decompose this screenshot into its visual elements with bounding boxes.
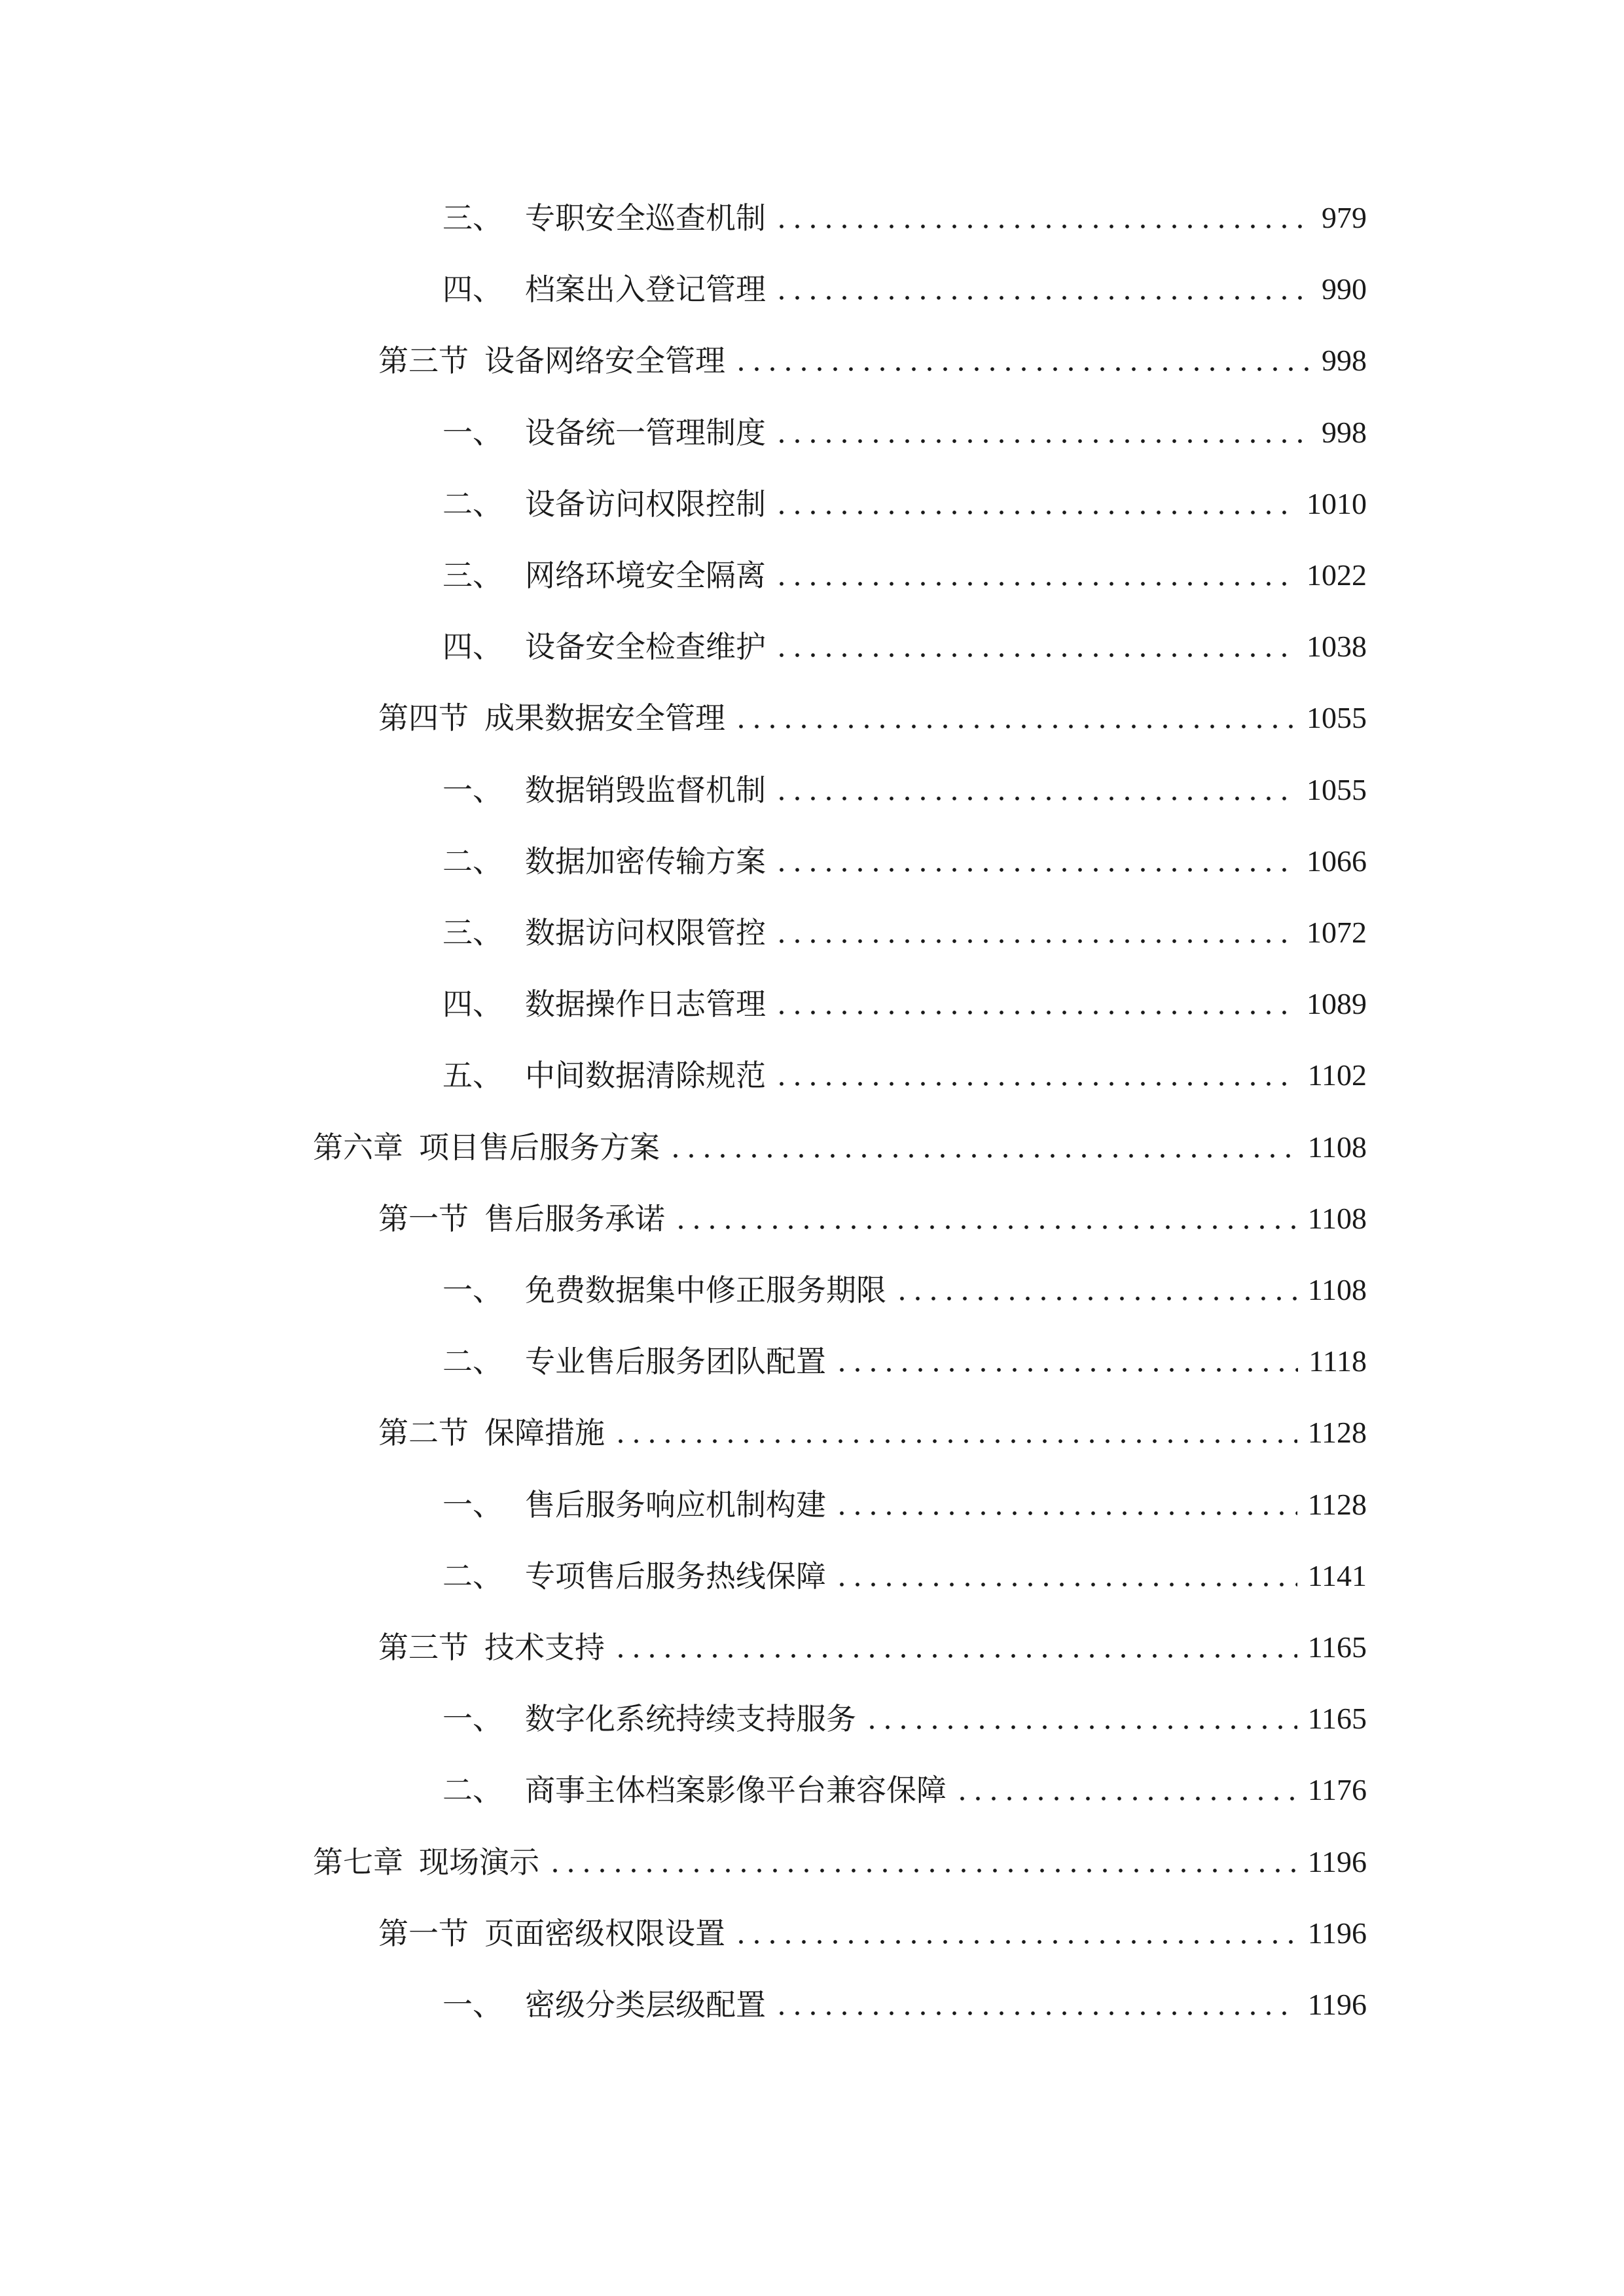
toc-entry-item[interactable] [442, 1693, 1367, 1745]
toc-entry-number: 五、 [442, 1058, 503, 1093]
toc-dot-leader [613, 1621, 1297, 1674]
toc-entry-item[interactable] [442, 478, 1367, 530]
toc-entry-title: 售后服务响应机制构建 [525, 1487, 826, 1522]
toc-dot-leader [774, 835, 1296, 888]
toc-entry-page-number: 998 [1322, 344, 1367, 377]
toc-entry-page-number: 979 [1322, 201, 1367, 234]
toc-entry-title: 数据操作日志管理 [525, 986, 766, 1022]
toc-entry-section[interactable] [378, 334, 1367, 387]
toc-dot-leader [668, 1121, 1297, 1174]
toc-entry-title: 中间数据清除规范 [525, 1058, 766, 1093]
toc-entry-title: 项目售后服务方案 [419, 1130, 660, 1165]
toc-entry-item[interactable] [442, 192, 1367, 244]
toc-entry-item[interactable] [442, 263, 1367, 315]
toc-dot-leader [774, 764, 1296, 816]
toc-entry-title: 专项售后服务热线保障 [525, 1558, 826, 1594]
toc-entry-number: 第三节 [378, 343, 469, 378]
toc-entry-number: 第四节 [378, 700, 469, 736]
toc-entry-number: 一、 [442, 1701, 503, 1736]
toc-entry-section[interactable] [378, 1621, 1367, 1674]
toc-entry-page-number: 1072 [1307, 916, 1367, 949]
toc-entry-item[interactable] [442, 406, 1367, 459]
toc-dot-leader [774, 263, 1311, 315]
toc-entry-page-number: 1165 [1307, 1702, 1367, 1735]
toc-entry-title: 数据销毁监督机制 [525, 772, 766, 808]
toc-entry-title: 售后服务承诺 [484, 1201, 665, 1236]
toc-entry-number: 一、 [442, 1487, 503, 1522]
toc-entry-item[interactable] [442, 1479, 1367, 1531]
toc-entry-item[interactable] [442, 1335, 1367, 1388]
toc-entry-number: 三、 [442, 915, 503, 950]
toc-dot-leader [954, 1764, 1297, 1816]
toc-entry-page-number: 1022 [1307, 558, 1367, 592]
toc-entry-page-number: 1038 [1307, 630, 1367, 663]
toc-entry-item[interactable] [442, 1264, 1367, 1316]
toc-dot-leader [733, 692, 1296, 744]
toc-entry-item[interactable] [442, 1764, 1367, 1816]
toc-entry-page-number: 1196 [1307, 1845, 1367, 1878]
toc-entry-number: 一、 [442, 1987, 503, 2022]
toc-dot-leader [774, 478, 1296, 530]
toc-entry-number: 二、 [442, 1344, 503, 1379]
toc-entry-title: 设备统一管理制度 [525, 415, 766, 450]
toc-entry-number: 一、 [442, 1272, 503, 1308]
toc-entry-number: 第六章 [313, 1130, 403, 1165]
toc-entry-page-number: 1108 [1307, 1273, 1367, 1306]
toc-entry-number: 四、 [442, 986, 503, 1022]
toc-entry-title: 密级分类层级配置 [525, 1987, 766, 2022]
toc-entry-page-number: 990 [1322, 272, 1367, 306]
toc-dot-leader [774, 1979, 1297, 2031]
toc-dot-leader [733, 334, 1311, 387]
toc-entry-number: 三、 [442, 200, 503, 236]
toc-entry-item[interactable] [442, 978, 1367, 1030]
toc-dot-leader [547, 1836, 1297, 1888]
toc-entry-chapter[interactable] [313, 1836, 1367, 1888]
toc-entry-title: 数字化系统持续支持服务 [525, 1701, 856, 1736]
toc-entry-number: 第一节 [378, 1201, 469, 1236]
toc-entry-page-number: 1108 [1307, 1130, 1367, 1164]
toc-entry-page-number: 998 [1322, 416, 1367, 449]
toc-entry-number: 二、 [442, 486, 503, 522]
toc-entry-number: 第二节 [378, 1415, 469, 1450]
toc-entry-page-number: 1055 [1307, 701, 1367, 734]
toc-entry-title: 免费数据集中修正服务期限 [525, 1272, 886, 1308]
toc-entry-number: 第七章 [313, 1844, 403, 1880]
toc-dot-leader [774, 1049, 1297, 1102]
toc-dot-leader [774, 549, 1296, 601]
toc-dot-leader [834, 1335, 1298, 1388]
toc-dot-leader [733, 1907, 1297, 1960]
toc-entry-title: 保障措施 [484, 1415, 605, 1450]
toc-entry-item[interactable] [442, 1049, 1367, 1102]
toc-dot-leader [834, 1479, 1297, 1531]
toc-entry-page-number: 1102 [1307, 1058, 1367, 1092]
toc-entry-page-number: 1108 [1307, 1202, 1367, 1235]
toc-dot-leader [774, 192, 1311, 244]
toc-dot-leader [774, 620, 1296, 673]
toc-entry-number: 二、 [442, 1558, 503, 1594]
toc-entry-item[interactable] [442, 764, 1367, 816]
toc-entry-number: 二、 [442, 1772, 503, 1808]
toc-entry-title: 网络环境安全隔离 [525, 558, 766, 593]
toc-dot-leader [613, 1407, 1297, 1459]
toc-entry-item[interactable] [442, 906, 1367, 959]
toc-entry-number: 一、 [442, 772, 503, 808]
toc-entry-number: 第三节 [378, 1630, 469, 1665]
toc-dot-leader [894, 1264, 1297, 1316]
toc-entry-item[interactable] [442, 835, 1367, 888]
toc-entry-page-number: 1176 [1307, 1773, 1367, 1806]
toc-dot-leader [673, 1193, 1297, 1245]
toc-entry-title: 数据访问权限管控 [525, 915, 766, 950]
toc-entry-section[interactable] [378, 1407, 1367, 1459]
toc-entry-page-number: 1010 [1307, 487, 1367, 520]
toc-dot-leader [774, 906, 1296, 959]
toc-entry-title: 专业售后服务团队配置 [525, 1344, 826, 1379]
toc-entry-title: 技术支持 [484, 1630, 605, 1665]
toc-entry-page-number: 1118 [1308, 1344, 1367, 1378]
toc-dot-leader [834, 1550, 1297, 1602]
toc-entry-number: 一、 [442, 415, 503, 450]
toc-entry-page-number: 1196 [1307, 1988, 1367, 2021]
toc-entry-title: 设备访问权限控制 [525, 486, 766, 522]
toc-entry-title: 页面密级权限设置 [484, 1916, 725, 1951]
toc-dot-leader [774, 978, 1296, 1030]
toc-entry-page-number: 1128 [1307, 1488, 1367, 1521]
toc-entry-item[interactable] [442, 1979, 1367, 2031]
toc-entry-number: 四、 [442, 272, 503, 307]
toc-entry-page-number: 1089 [1307, 987, 1367, 1020]
toc-entry-page-number: 1066 [1307, 844, 1367, 878]
toc-entry-title: 现场演示 [419, 1844, 539, 1880]
toc-entry-section[interactable] [378, 692, 1367, 744]
toc-entry-number: 三、 [442, 558, 503, 593]
toc-entry-item[interactable] [442, 549, 1367, 601]
toc-entry-title: 档案出入登记管理 [525, 272, 766, 307]
toc-entry-page-number: 1055 [1307, 773, 1367, 806]
toc-entry-item[interactable] [442, 620, 1367, 673]
toc-entry-section[interactable] [378, 1193, 1367, 1245]
toc-entry-title: 商事主体档案影像平台兼容保障 [525, 1772, 947, 1808]
toc-entry-title: 设备网络安全管理 [484, 343, 725, 378]
toc-entry-title: 设备安全检查维护 [525, 629, 766, 664]
toc-entry-number: 二、 [442, 844, 503, 879]
toc-entry-page-number: 1141 [1307, 1559, 1367, 1592]
toc-entry-title: 成果数据安全管理 [484, 700, 725, 736]
toc-dot-leader [864, 1693, 1297, 1745]
toc-entry-page-number: 1196 [1307, 1916, 1367, 1950]
toc-entry-chapter[interactable] [313, 1121, 1367, 1174]
toc-entry-number: 四、 [442, 629, 503, 664]
toc-entry-page-number: 1128 [1307, 1416, 1367, 1449]
toc-entry-section[interactable] [378, 1907, 1367, 1960]
toc-entry-number: 第一节 [378, 1916, 469, 1951]
toc-entry-title: 数据加密传输方案 [525, 844, 766, 879]
toc-entry-title: 专职安全巡查机制 [525, 200, 766, 236]
toc-dot-leader [774, 406, 1311, 459]
toc-entry-item[interactable] [442, 1550, 1367, 1602]
toc-entry-page-number: 1165 [1307, 1630, 1367, 1664]
